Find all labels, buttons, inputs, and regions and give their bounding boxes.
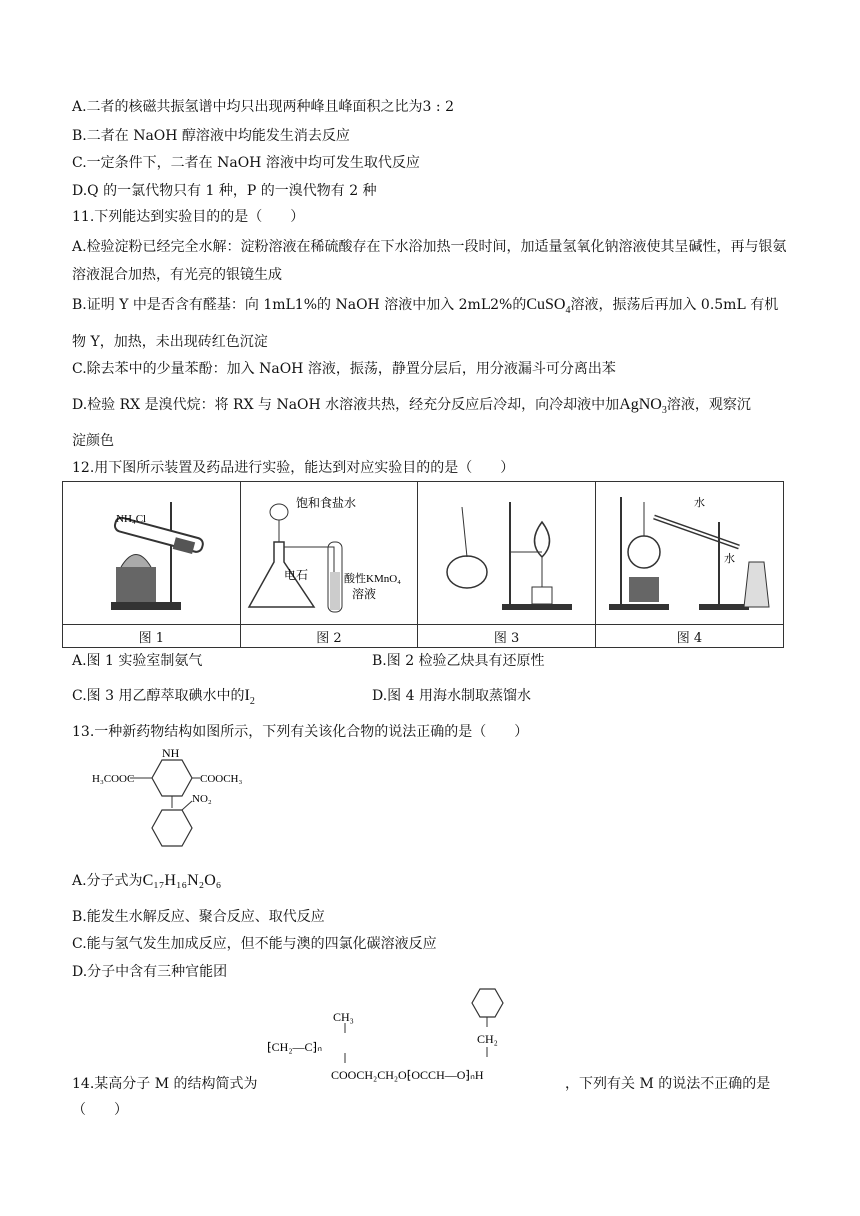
figure-3-extraction-apparatus xyxy=(422,482,592,620)
left-ester-label: H₃COOC xyxy=(92,773,135,785)
q14-stem-end: ，下列有关 M 的说法不正确的是 xyxy=(565,1076,771,1092)
q10-option-d: D.Q 的一氯代物只有 1 种，P 的一溴代物有 2 种 xyxy=(72,183,377,199)
q11-option-b-line2: 物 Y，加热，未出现砖红色沉淀 xyxy=(72,334,268,350)
nitro-label: NO₂ xyxy=(192,793,212,805)
q12-figure-table xyxy=(62,481,784,648)
q11-option-d-text: D.检验 RX 是溴代烷：将 RX 与 NaOH 水溶液共热，经充分反应后冷却，向冷却液中加 xyxy=(72,397,620,413)
q14-stem-line2: （ ） xyxy=(72,1102,128,1118)
q12-option-a: A.图 1 实验室制氨气 xyxy=(72,653,203,669)
q13-option-d: D.分子中含有三种官能团 xyxy=(72,964,228,980)
figure-1-ammonia-apparatus xyxy=(66,482,236,620)
q11-option-d xyxy=(72,395,751,421)
nh-label: NH xyxy=(162,746,180,760)
kmno4-label-1: 酸性KMnO₄ xyxy=(343,573,401,585)
kmno4-label-2: 溶液 xyxy=(351,587,376,601)
agno3-subscript: 3 xyxy=(661,405,667,417)
q13-option-a-text: A.分子式为 xyxy=(72,873,143,889)
q13-structure-diagram xyxy=(92,746,272,862)
ester-chain-label: COOCH₂CH₂O⁅OCCH—O⁆ₙH xyxy=(331,1068,484,1082)
q10-option-b: B.二者在 NaOH 醇溶液中均能发生消去反应 xyxy=(72,128,350,144)
q14-stem: 14.某高分子 M 的结构简式为 xyxy=(72,1076,258,1092)
q13-option-c: C.能与氢气发生加成反应，但不能与澳的四氯化碳溶液反应 xyxy=(72,936,437,952)
figure-2-acetylene-apparatus xyxy=(244,482,414,620)
cuso4-subscript: 4 xyxy=(565,305,571,317)
q11-option-b-formula xyxy=(526,296,571,317)
figure-2-caption: 图 2 xyxy=(240,625,418,648)
figure-4-caption: 图 4 xyxy=(595,625,783,648)
nh4cl-label: NH₄Cl xyxy=(116,513,147,525)
figure-4-cell xyxy=(595,482,783,625)
carbide-label: 电石 xyxy=(283,568,308,582)
q11-option-c: C.除去苯中的少量苯酚：加入 NaOH 溶液，振荡，静置分层后，用分液漏斗可分离出苯 xyxy=(72,361,616,377)
agno3-formula: AgNO xyxy=(619,396,662,413)
figure-3-cell xyxy=(418,482,596,625)
q13-stem: 13.一种新药物结构如图所示，下列有关该化合物的说法正确的是（ ） xyxy=(72,724,529,740)
q11-stem: 11.下列能达到实验目的的是（ ） xyxy=(72,209,305,225)
q10-option-c: C.一定条件下，二者在 NaOH 溶液中均可发生取代反应 xyxy=(72,155,420,171)
right-ester-label: COOCH₃ xyxy=(200,773,243,785)
figure-1-cell xyxy=(63,482,241,625)
figure-2-cell xyxy=(240,482,418,625)
q11-option-b-text: B.证明 Y 中是否含有醛基：向 1mL1%的 NaOH 溶液中加入 2mL2%的 xyxy=(72,297,527,313)
q11-option-d-line2: 淀颜色 xyxy=(72,433,114,449)
q12-option-c xyxy=(72,686,255,712)
q11-option-d-text-end: 溶液，观察沉 xyxy=(666,397,751,413)
water-out-label: 水 xyxy=(694,497,706,509)
q11-option-b xyxy=(72,295,778,321)
q13-option-b: B.能发生水解反应、聚合反应、取代反应 xyxy=(72,909,325,925)
iodine-symbol: I xyxy=(244,687,250,704)
methyl-label: CH₃ xyxy=(333,1010,354,1024)
q11-option-b-text-end: 溶液，振荡后再加入 0.5mL 有机 xyxy=(570,297,779,313)
polymer-chain-label: ⁅CH₂—C⁆ₙ xyxy=(267,1040,323,1054)
q13-option-a xyxy=(72,871,221,891)
benzyl-ch2-label: CH₂ xyxy=(477,1032,498,1046)
q12-option-b: B.图 2 检验乙炔具有还原性 xyxy=(372,653,545,669)
q11-option-a: A.检验淀粉已经完全水解：淀粉溶液在稀硫酸存在下水浴加热一段时间，加适量氢氧化钠溶液使其呈碱性，再与银氨溶液混合加热，有光亮的银镜生成 xyxy=(72,239,787,283)
water-in-label: 水 xyxy=(724,553,736,565)
q12-stem: 12.用下图所示装置及药品进行实验，能达到对应实验目的的是（ ） xyxy=(72,460,515,476)
q12-option-c-text: C.图 3 用乙醇萃取碘水中的 xyxy=(72,688,245,704)
iodine-formula xyxy=(244,687,255,708)
brine-label: 饱和食盐水 xyxy=(295,496,356,510)
q11-option-d-formula xyxy=(619,396,667,417)
figure-3-caption: 图 3 xyxy=(418,625,596,648)
q10-option-a: A.二者的核磁共振氢谱中均只出现两种峰且峰面积之比为3 : 2 xyxy=(72,99,454,115)
iodine-subscript: 2 xyxy=(249,696,255,708)
molecular-formula: C₁₇H₁₆N₂O₆ xyxy=(142,872,222,889)
figure-4-distillation-apparatus xyxy=(599,482,779,620)
cuso4-formula: CuSO xyxy=(526,296,566,313)
figure-1-caption: 图 1 xyxy=(63,625,241,648)
q14-polymer-structure xyxy=(265,985,575,1085)
q12-option-d: D.图 4 用海水制取蒸馏水 xyxy=(372,688,531,704)
